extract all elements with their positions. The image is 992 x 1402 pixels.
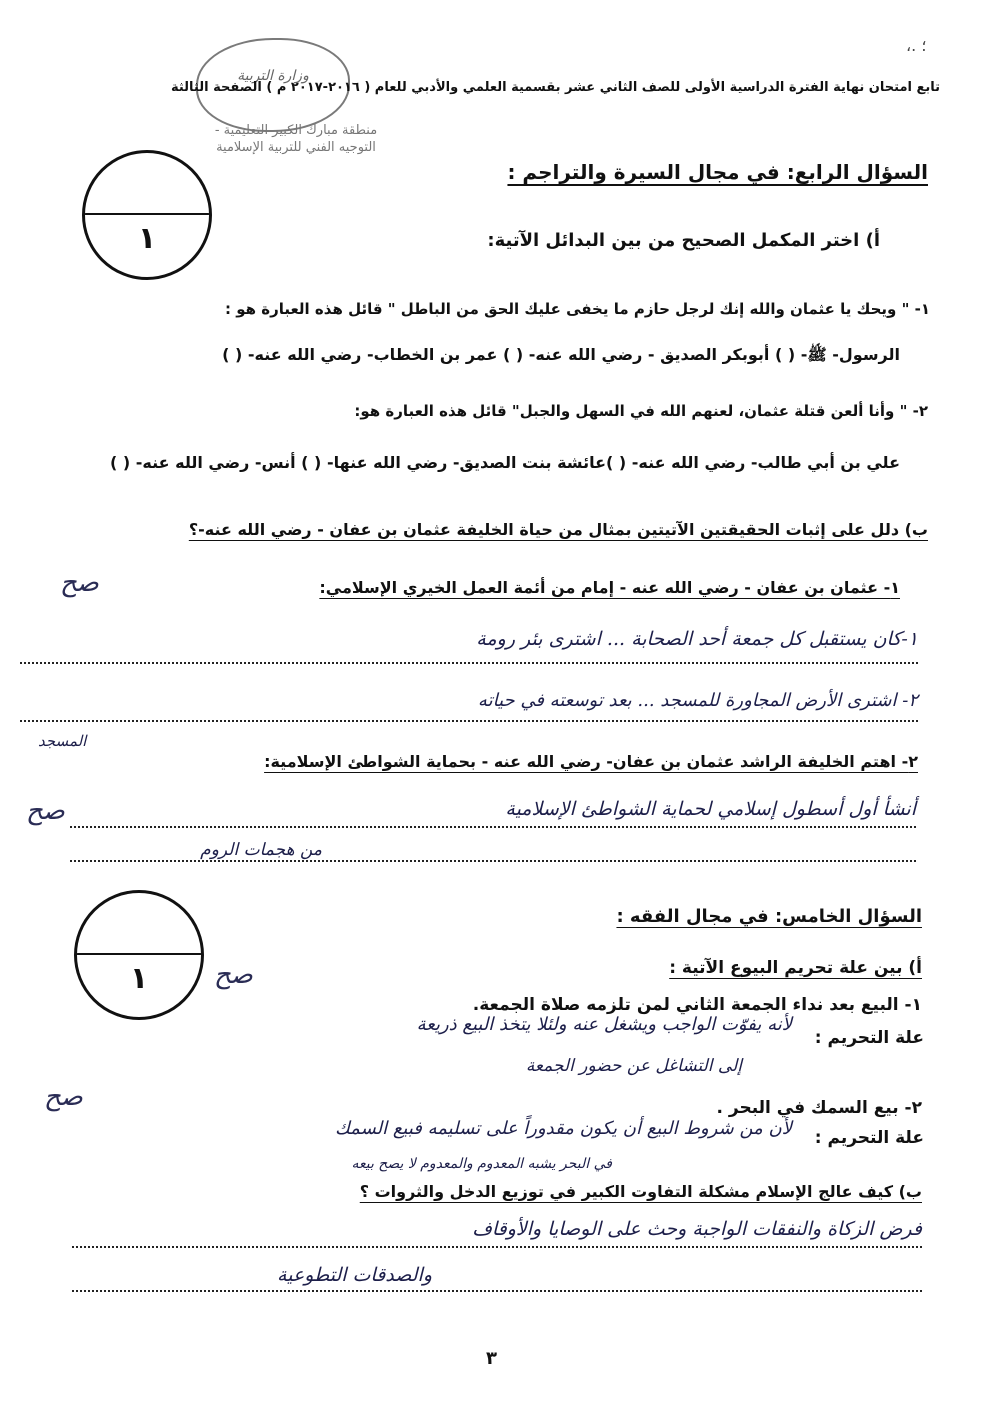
q4-grade-1: صح	[60, 568, 99, 598]
q5-part-b-answer1: فرض الزكاة والنفقات الواجبة وحث على الوصايا والأوقاف	[472, 1218, 922, 1240]
q4-fact1-answer1: ١-كان يستقبل كل جمعة أحد الصحابة ... اشترى بئر رومة	[476, 628, 918, 650]
q5-grade-2: صح	[44, 1082, 83, 1112]
q4-part-b: ب) دلل على إثبات الحقيقتين الآتيتين بمثال من حياة الخليفة عثمان بن عفان - رضي الله عنه-؟	[188, 520, 928, 539]
q5-item1-answer1: لأنه يفوّت الواجب ويشغل عنه ولئلا يتخذ البيع ذريعة	[416, 1014, 792, 1035]
q4-fact2: ٢- اهتم الخليفة الراشد عثمان بن عفان- رضي الله عنه - بحماية الشواطئ الإسلامية:	[264, 752, 918, 771]
q4-fact2-answer2: من هجمات الروم	[200, 840, 322, 860]
q4-item2: ٢- " وأنا ألعن قتلة عثمان، لعنهم الله في السهل والجبل" قائل هذه العبارة هو:	[354, 402, 928, 420]
q5-title: السؤال الخامس: في مجال الفقه :	[616, 906, 922, 927]
answer-line	[72, 1290, 922, 1292]
q4-score-value: ١	[137, 221, 157, 256]
answer-line	[20, 720, 918, 722]
margin-note: المسجد	[38, 732, 87, 750]
q4-fact2-answer1: أنشأ أول أسطول إسلامي لحماية الشواطئ الإسلامية	[505, 798, 916, 820]
page-number: ٣	[486, 1348, 497, 1369]
q5-part-b: ب) كيف عالج الإسلام مشكلة التفاوت الكبير في توزيع الدخل والثروات ؟	[359, 1182, 922, 1201]
q4-title: السؤال الرابع: في مجال السيرة والتراجم :	[507, 160, 928, 184]
q5-item2-answer2: في البحر يشبه المعدوم والمعدوم لا يصح بيعه	[351, 1156, 612, 1172]
answer-line	[70, 826, 916, 828]
stamp-caption: منطقة مبارك الكبير التعليمية - التوجيه الفني للتربية الإسلامية	[214, 123, 378, 155]
answer-line	[72, 1246, 922, 1248]
q5-part-a: أ) بين علة تحريم البيوع الآتية :	[669, 958, 922, 978]
q5-item1-reason-label: علة التحريم :	[814, 1028, 924, 1048]
exam-header-title: تابع امتحان نهاية الفترة الدراسية الأولى للصف الثاني عشر بقسمية العلمي والأدبي للعام ( ٢٠١٦-٢٠١٧ م ) الصفحة الثالثة	[170, 80, 940, 95]
answer-line	[20, 662, 918, 664]
q5-item1: ١- البيع بعد نداء الجمعة الثاني لمن تلزمه صلاة الجمعة.	[472, 995, 922, 1015]
q5-item1-answer2: إلى التشاغل عن حضور الجمعة	[525, 1056, 742, 1076]
q4-score-circle	[82, 150, 212, 280]
q5-score-circle	[74, 890, 204, 1020]
q4-fact1-answer2: ٢- اشترى الأرض المجاورة للمسجد ... بعد توسعته في حياته	[477, 690, 918, 711]
q5-item2: ٢- بيع السمك في البحر .	[716, 1098, 922, 1118]
q5-item2-answer1: لأن من شروط البيع أن يكون مقدوراً على تسليمه فبيع السمك	[335, 1118, 792, 1139]
q4-item1: ١- " ويحك يا عثمان والله إنك لرجل حازم ما يخفى عليك الحق من الباطل " قائل هذه العبارة هو :	[224, 300, 930, 318]
corner-marks: ؛ .،	[906, 36, 927, 55]
q5-part-b-answer2: والصدقات التطوعية	[277, 1264, 432, 1286]
q5-grade-1: صح	[214, 960, 253, 990]
q4-grade-2: صح	[26, 796, 65, 826]
answer-line	[70, 860, 916, 862]
q4-item1-options: الرسول- ﷺ- ( ) أبوبكر الصديق - رضي الله عنه- ( ) عمر بن الخطاب- رضي الله عنه- ( )	[222, 345, 900, 364]
q5-score-value: ١	[129, 961, 149, 996]
q4-item2-options: علي بن أبي طالب- رضي الله عنه- ( )عائشة بنت الصديق- رضي الله عنها- ( ) أنس- رضي الله عنه- ( )	[109, 453, 900, 472]
q5-item2-reason-label: علة التحريم :	[814, 1128, 924, 1148]
q4-part-a: أ) اختر المكمل الصحيح من بين البدائل الآتية:	[487, 230, 880, 251]
q4-fact1: ١- عثمان بن عفان - رضي الله عنه - إمام من أئمة العمل الخيري الإسلامي:	[319, 578, 900, 597]
stamp-top-text: وزارة التربية	[237, 68, 309, 84]
